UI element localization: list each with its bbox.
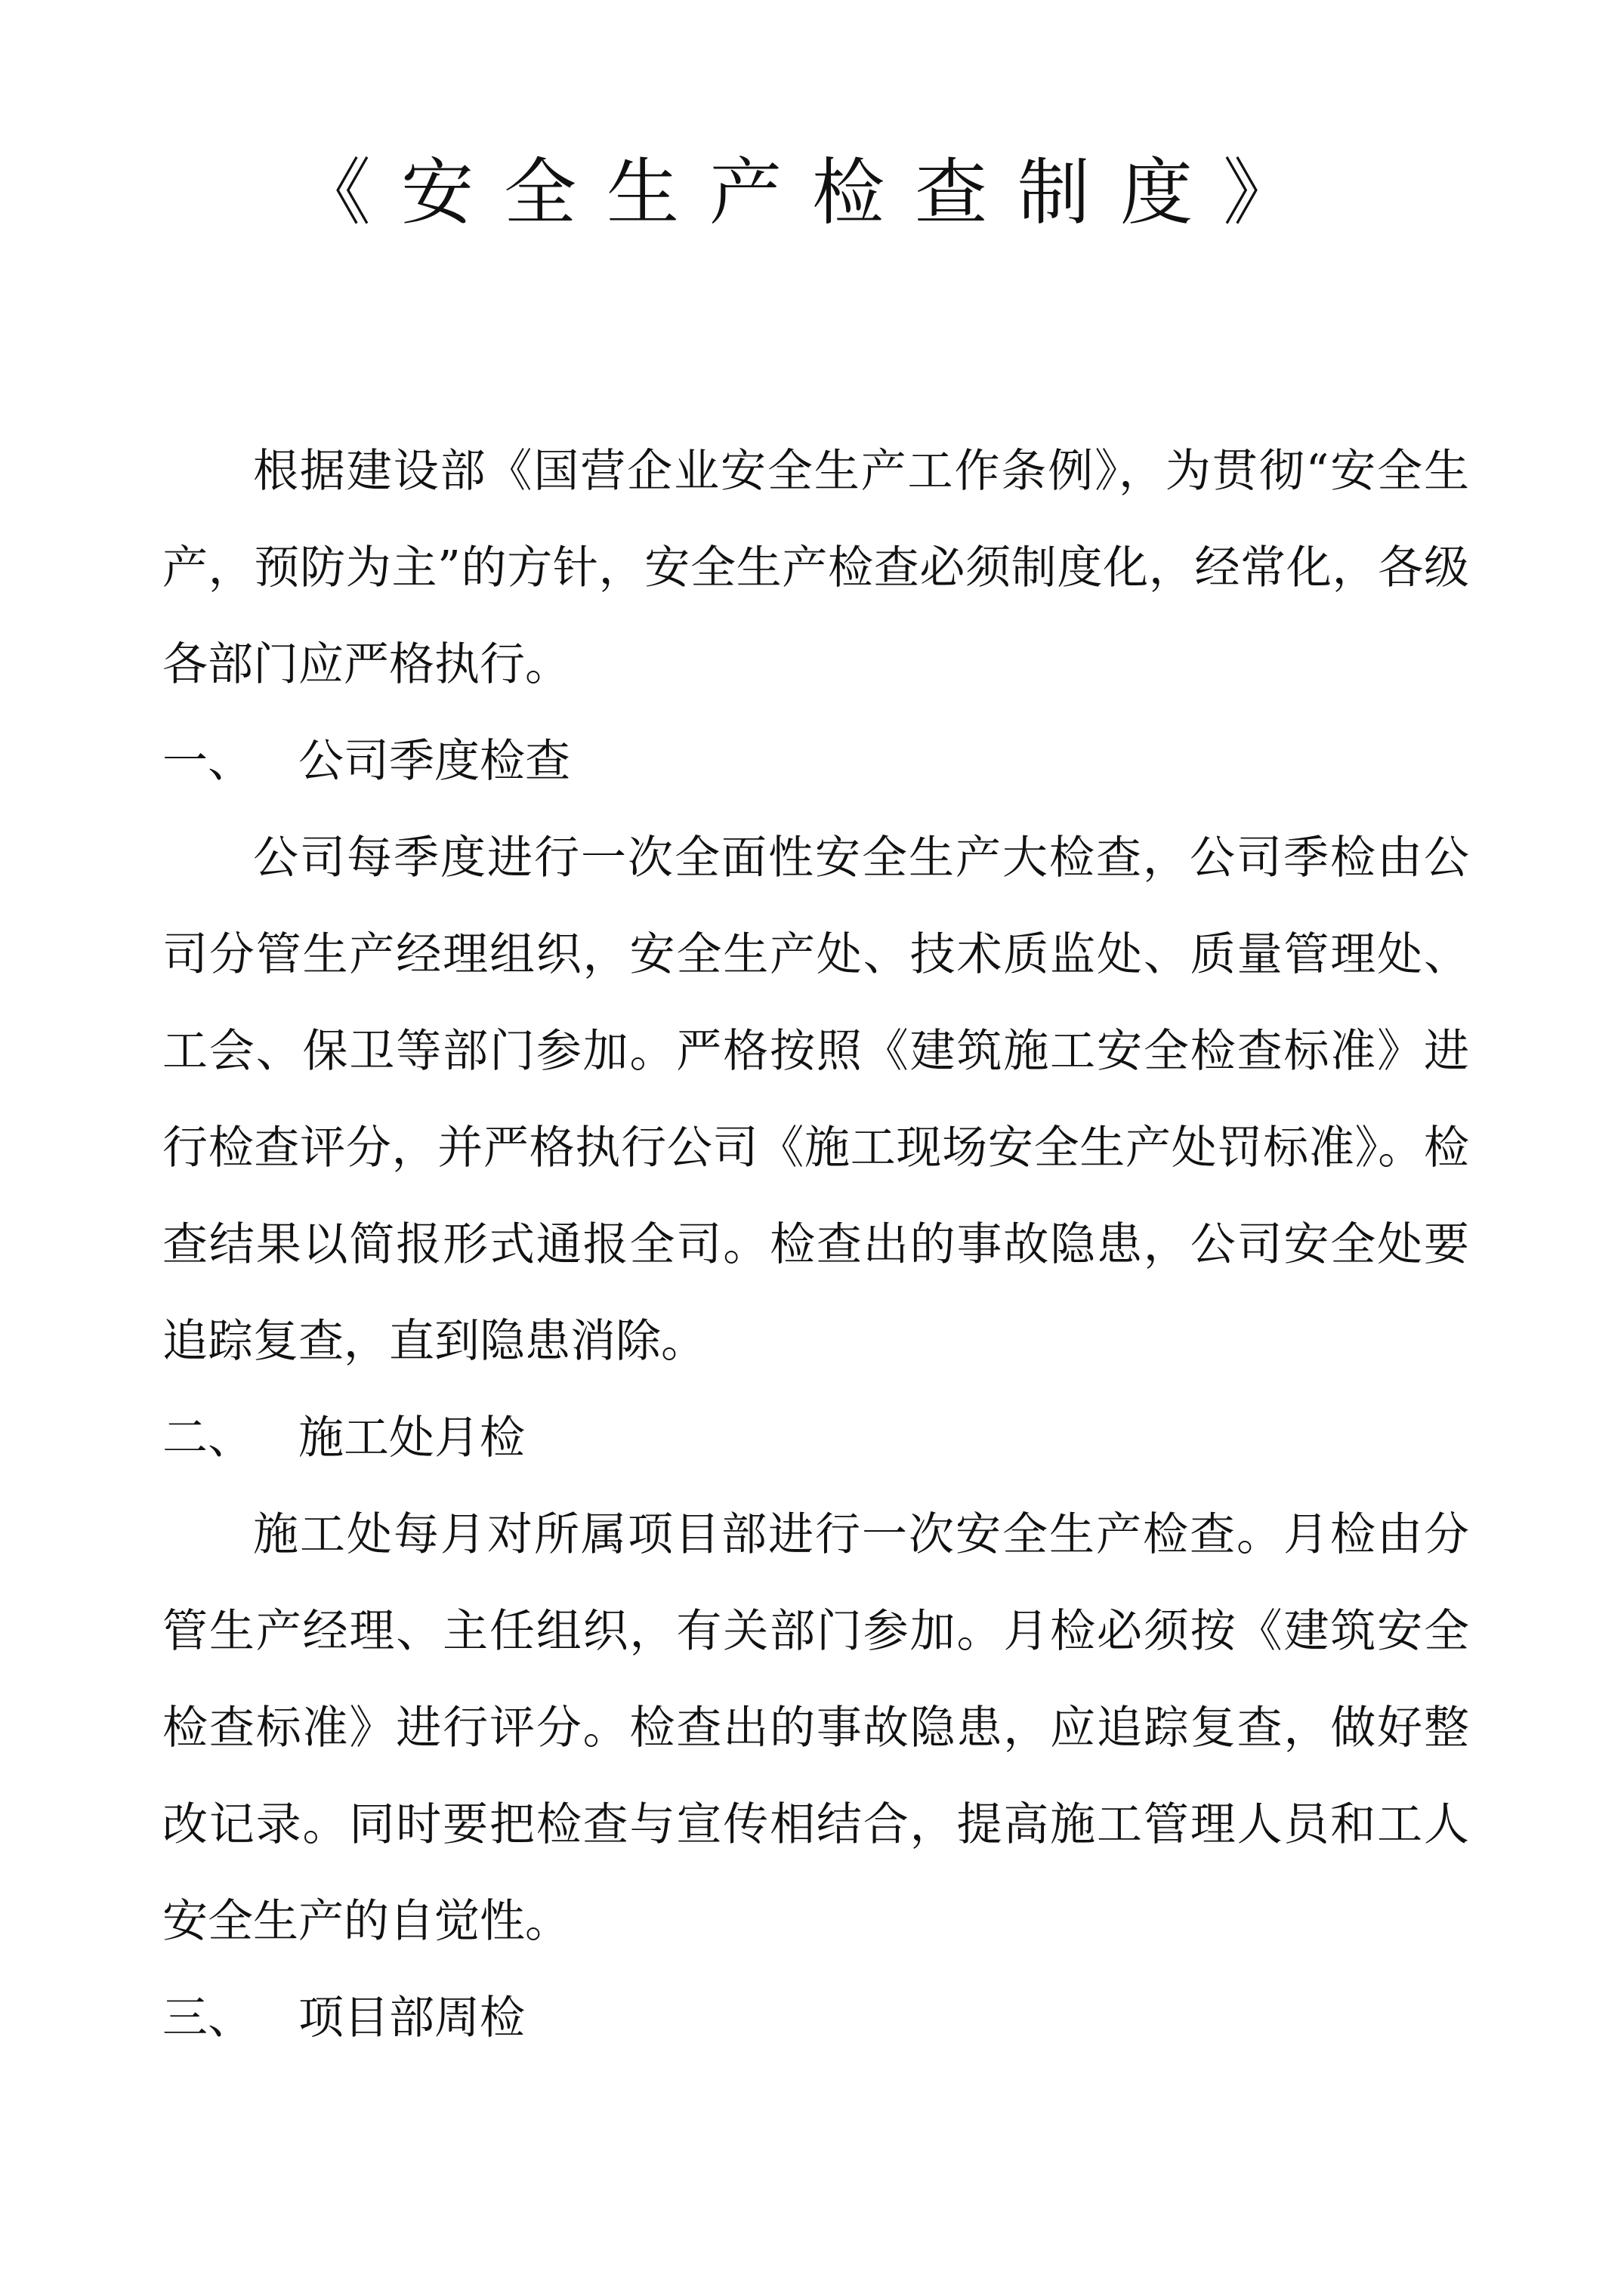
section-title-1: 公司季度检查 (298, 735, 570, 788)
section-paragraph-2: 施工处每月对所属项目部进行一次安全生产检查。月检由分管生产经理、主任组织，有关部门参加。月检必须按《建筑安全检查标准》进行评分。检查出的事故隐患，应追踪复查，做好整改记录。同时要把检查与宣传相结合，提高施工管理人员和工人安全生产的自觉性。 (162, 1508, 1469, 1948)
section-number-1: 一、 (162, 735, 253, 788)
section-heading-2 (162, 1390, 1469, 1486)
section-heading-1 (162, 713, 1469, 810)
section-paragraph-1: 公司每季度进行一次全面性安全生产大检查，公司季检由公司分管生产经理组织，安全生产处、技术质监处、质量管理处、工会、保卫等部门参加。严格按照《建筑施工安全检查标准》进行检查评分，并严格执行公司《施工现场安全生产处罚标准》。检查结果以简报形式通报全司。检查出的事故隐患，公司安全处要追踪复查，直到隐患消除。 (162, 832, 1469, 1368)
section-heading-3 (162, 1970, 1469, 2066)
section-title-3: 项目部周检 (298, 1992, 525, 2045)
section-number-3: 三、 (162, 1992, 253, 2045)
intro-paragraph: 根据建设部《国营企业安全生产工作条例》，为贯彻“安全生产，预防为主”的方针，安全生产检查必须制度化，经常化，各级各部门应严格执行。 (162, 445, 1469, 691)
document-body (162, 423, 1469, 2066)
document-title: 《安全生产检查制度》 (298, 150, 1326, 235)
section-number-2: 二、 (162, 1412, 253, 1464)
section-title-2: 施工处月检 (298, 1412, 525, 1464)
